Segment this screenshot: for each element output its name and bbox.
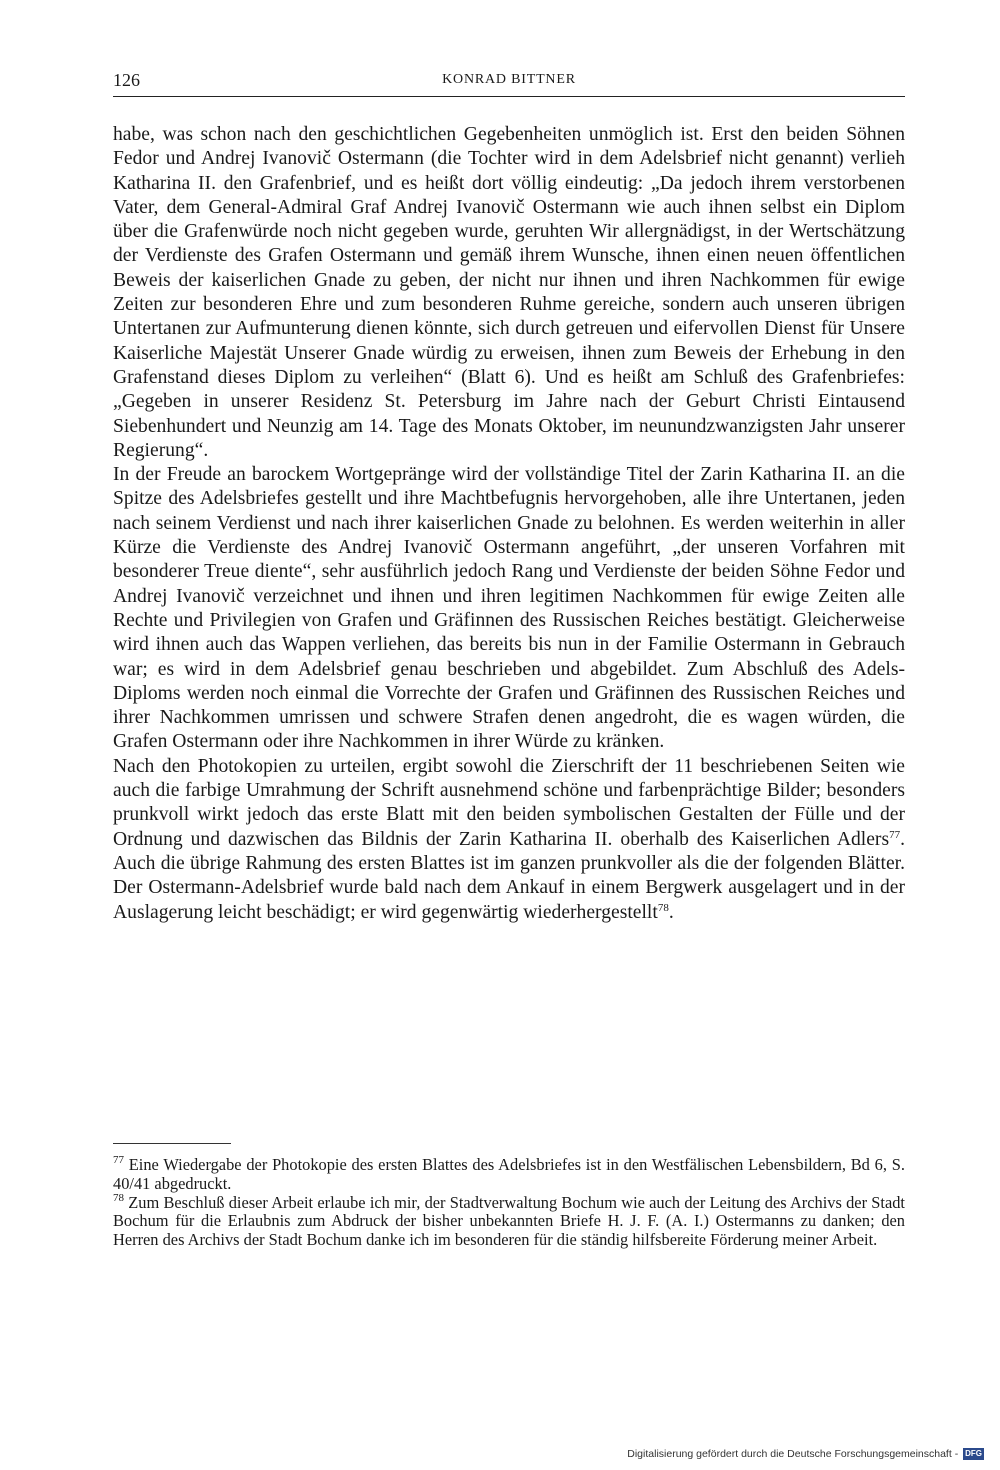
footnote-ref-77: 77 [889,828,901,841]
footnote-78 [113,1191,905,1250]
paragraph-3-text: Nach den Photokopien zu urteilen, ergibt sowohl die Zierschrift der 11 beschriebenen Seiten wie auch die farbige Umrahmung der Schrift ausnehmend schöne und farbenprächtige Bilder; besonders prunkvoll wirkt jedoch das erste Blatt mit den beiden symbolischen Gestalten der Fülle und der Ordnung und dazwischen das Bildnis der Zarin Katharina II. oberhalb des Kaiserlichen Adlers [113,755,905,850]
footnote-text: Eine Wiedergabe der Photokopie des ersten Blattes des Adelsbriefes ist in den Westfälischen Lebensbildern, Bd 6, S. 40/41 abgedruckt. [113,1155,905,1193]
credit-text: Digitalisierung gefördert durch die Deutsche Forschungsgemeinschaft - [627,1448,959,1460]
paragraph-3-cont-end: . [668,901,674,923]
page-header [113,70,905,97]
paragraph-3-cont: Auch die übrige Rahmung des ersten Blattes ist im ganzen prunkvoller als die der folgenden Blätter. Der Ostermann-Adelsbrief wurde bald nach dem Ankauf in einem Bergwerk ausgelagert und in der Auslagerung leicht beschädigt; er wird gegenwärtig wiederhergestellt [113,852,905,923]
digitization-credit [627,1448,984,1460]
dfg-logo-icon: DFG [965,1449,982,1459]
footnote-divider [113,1143,231,1144]
footnotes [113,1156,905,1250]
running-head: KONRAD BITTNER [442,72,576,87]
paragraph-3-end: . [900,828,905,850]
footnote-number: 78 [113,1191,124,1204]
footnote-ref-78: 78 [657,901,669,914]
footnote-77 [113,1156,905,1194]
page-number: 126 [113,70,140,90]
footnote-text: Zum Beschluß dieser Arbeit erlaube ich mir, der Stadtverwaltung Bochum wie auch der Leitung des Archivs der Stadt Bochum für die Erlaubnis zum Abdruck der bisher unbekannten Briefe H. J. F. (A. I.) Ostermanns zu danken; den Herren des Archivs der Stadt Bochum danke ich im besonderen für die ständig hilfsbereite Förderung meiner Arbeit. [113,1192,905,1250]
paragraph-1: habe, was schon nach den geschichtlichen Gegebenheiten unmöglich ist. Erst den beiden Söhnen Fedor und Andrej Ivanovič Ostermann (die Tochter wird in dem Adelsbrief nicht genannt) verlieh Katharina II. den Grafenbrief, und es heißt dort völlig eindeutig: „Da jedoch ihrem verstorbenen Vater, dem General-Admiral Graf Andrej Ivanovič Ostermann wie auch ihnen selbst ein Diplom über die Grafenwürde noch nicht gegeben wurde, geruhten Wir allergnädigst, in der Wertschätzung der Verdienste des Grafen Ostermann und gemäß ihrem Wunsche, ihnen einen neuen öffentlichen Beweis der kaiserlichen Gnade zu geben, der nicht nur ihnen und ihren Nachkommen für ewige Zeiten zur besonderen Ehre und zum besonderen Ruhme gereiche, sondern auch unseren übrigen Untertanen zur Aufmunterung dienen könnte, sich durch getreuen und eifervollen Dienst für Unsere Kaiserliche Majestät Unserer Gnade würdig zu erweisen, ihnen zum Beweis der Erhebung in den Grafenstand dieses Diplom zu verleihen“ (Blatt 6). Und es heißt am Schluß des Grafenbriefes: „Gegeben in unserer Residenz St. Petersburg im Jahre nach der Geburt Christi Eintausend Siebenhundert und Neunzig am 14. Tage des Monats Oktober, im neunundzwanzigsten Jahr unserer Regierung“. [113,124,905,461]
body-text [113,123,905,925]
paragraph-3 [113,755,905,925]
paragraph-2: In der Freude an barockem Wortgepränge wird der vollständige Titel der Zarin Katharina II. an die Spitze des Adelsbriefes gestellt und ihre Machtbefugnis hervorgehoben, alle ihre Untertanen, jeden nach seinem Verdienst und nach ihrer kaiserlichen Gnade zu belohnen. Es werden weiterhin in aller Kürze die Verdienste des Andrej Ivanovič Ostermann angeführt, „der unseren Vorfahren mit besonderer Treue diente“, sehr ausführlich jedoch Rang und Verdienste der beiden Söhne Fedor und Andrej Ivanovič verzeichnet und ihnen und ihren legitimen Nachkommen für ewige Zeiten alle Rechte und Privilegien von Grafen und Gräfinnen des Russischen Reiches bestätigt. Gleicherweise wird ihnen auch das Wappen verliehen, das bereits bis nun in der Familie Ostermann in Gebrauch war; es wird in dem Adelsbrief genau beschrieben und abgebildet. Zum Abschluß des Adels-Diploms werden noch einmal die Vorrechte der Grafen und Gräfinnen des Russischen Reiches und ihrer Nachkommen umrissen und schwere Strafen denen angedroht, die es wagen würden, die Grafen Ostermann oder ihre Nachkommen in ihrer Würde zu kränken. [113,464,905,753]
footnote-number: 77 [113,1154,124,1166]
